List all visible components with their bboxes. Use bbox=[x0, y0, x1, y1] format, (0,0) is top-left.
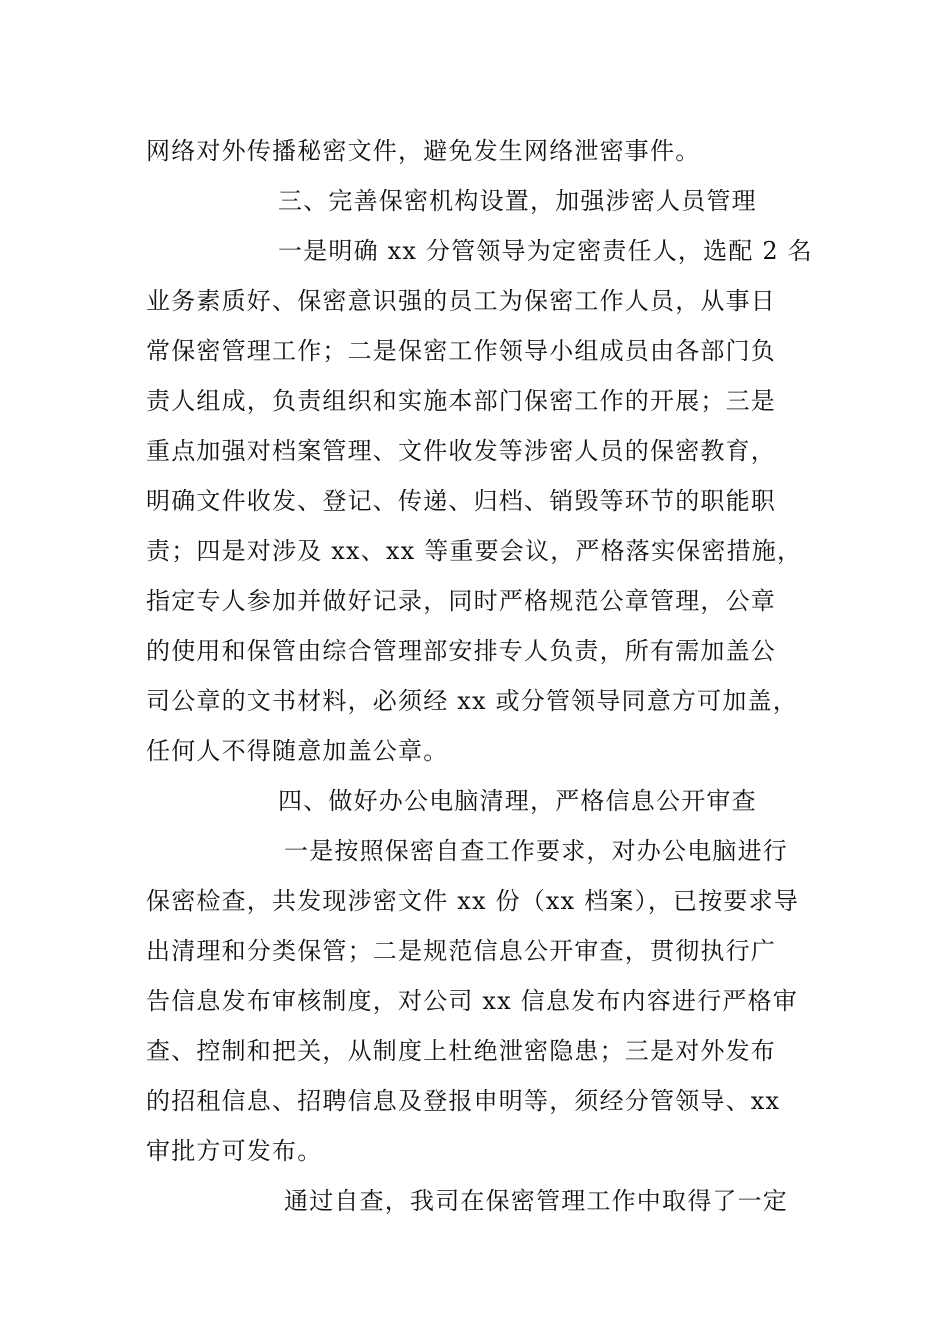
section-heading-3: 三、完善保密机构设置，加强涉密人员管理 bbox=[278, 187, 757, 215]
text-line-9: 责；四是对涉及 xx、xx 等重要会议，严格落实保密措施， bbox=[146, 537, 803, 565]
text-line-1: 网络对外传播秘密文件，避免发生网络泄密事件。 bbox=[146, 137, 701, 165]
text-line-7: 重点加强对档案管理、文件收发等涉密人员的保密教育， bbox=[146, 437, 776, 465]
text-line-13: 任何人不得随意加盖公章。 bbox=[146, 737, 449, 765]
text-line-6: 责人组成，负责组织和实施本部门保密工作的开展；三是 bbox=[146, 387, 776, 415]
text-line-5: 常保密管理工作；二是保密工作领导小组成员由各部门负 bbox=[146, 337, 776, 365]
text-line-12: 司公章的文书材料，必须经 xx 或分管领导同意方可加盖， bbox=[146, 687, 798, 715]
text-line-21: 审批方可发布。 bbox=[146, 1137, 323, 1165]
text-line-20: 的招租信息、招聘信息及登报申明等，须经分管领导、xx bbox=[146, 1087, 781, 1115]
text-line-3: 一是明确 xx 分管领导为定密责任人，选配 2 名 bbox=[278, 237, 813, 265]
text-line-17: 出清理和分类保管；二是规范信息公开审查，贯彻执行广 bbox=[146, 937, 776, 965]
text-line-22: 通过自查，我司在保密管理工作中取得了一定 bbox=[284, 1187, 788, 1215]
text-line-15: 一是按照保密自查工作要求，对办公电脑进行 bbox=[284, 837, 788, 865]
section-heading-4: 四、做好办公电脑清理，严格信息公开审查 bbox=[278, 787, 757, 815]
text-line-4: 业务素质好、保密意识强的员工为保密工作人员，从事日 bbox=[146, 287, 776, 315]
text-line-19: 查、控制和把关，从制度上杜绝泄密隐患；三是对外发布 bbox=[146, 1037, 776, 1065]
text-line-8: 明确文件收发、登记、传递、归档、销毁等环节的职能职 bbox=[146, 487, 776, 515]
text-line-16: 保密检查，共发现涉密文件 xx 份（xx 档案），已按要求导 bbox=[146, 887, 800, 915]
text-line-10: 指定专人参加并做好记录，同时严格规范公章管理，公章 bbox=[146, 587, 776, 615]
text-line-18: 告信息发布审核制度，对公司 xx 信息发布内容进行严格审 bbox=[146, 987, 798, 1015]
text-line-11: 的使用和保管由综合管理部安排专人负责，所有需加盖公 bbox=[146, 637, 776, 665]
